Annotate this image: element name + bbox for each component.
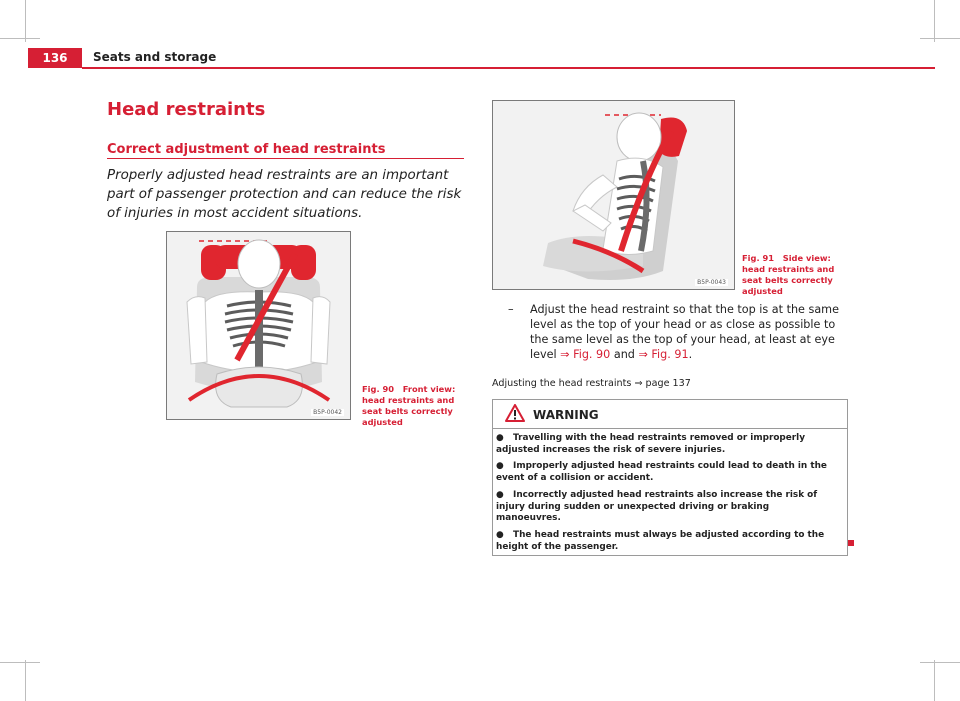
crop-mark xyxy=(920,38,960,39)
section-title: Seats and storage xyxy=(93,50,217,64)
warning-bullet: ● xyxy=(496,529,504,540)
warning-header xyxy=(493,400,847,429)
warning-body xyxy=(496,433,836,558)
header-rule xyxy=(82,67,935,69)
warning-triangle-icon xyxy=(505,404,525,422)
warning-item-text: The head restraints must always be adjusted according to the height of the passenger. xyxy=(496,529,825,552)
figure-caption-text: Front view: head restraints and seat belts correctly adjusted xyxy=(362,384,456,427)
figure-side-view xyxy=(492,100,735,290)
warning-item xyxy=(496,461,836,484)
warning-bullet: ● xyxy=(496,489,504,500)
subheading: Correct adjustment of head restraints xyxy=(107,142,386,157)
warning-box xyxy=(492,399,848,556)
warning-item-text: Travelling with the head restraints removed or improperly adjusted increases the risk of severe injuries. xyxy=(496,433,806,455)
front-view-illustration xyxy=(167,232,350,419)
warning-bullet: ● xyxy=(496,461,504,472)
subheading-rule xyxy=(107,158,464,159)
page-heading: Head restraints xyxy=(107,99,266,120)
figure-front-view xyxy=(166,231,351,420)
crop-mark xyxy=(25,660,26,701)
figure-90-link[interactable]: ⇒ Fig. 90 xyxy=(560,348,611,361)
step-and: and xyxy=(613,348,635,361)
figure-code: B5P-0043 xyxy=(697,279,726,286)
crop-mark xyxy=(0,662,40,663)
step-end: . xyxy=(688,348,693,361)
warning-title: WARNING xyxy=(533,408,599,422)
warning-item xyxy=(496,433,836,456)
warning-item xyxy=(496,490,836,525)
warning-item xyxy=(496,530,836,553)
side-view-illustration xyxy=(493,101,734,289)
step-bullet: – xyxy=(508,303,514,316)
warning-item-text: Improperly adjusted head restraints could lead to death in the event of a collision or accident. xyxy=(496,461,827,484)
page-number-box xyxy=(28,48,82,68)
figure-caption-text: Side view: head restraints and seat belts correctly adjusted xyxy=(742,253,835,296)
crop-mark xyxy=(0,38,40,39)
figure-caption xyxy=(362,384,466,428)
adjusting-reference-link[interactable]: Adjusting the head restraints ⇒ page 137 xyxy=(492,378,691,389)
figure-caption xyxy=(742,253,846,297)
instruction-step xyxy=(508,302,853,362)
figure-caption-label: Fig. 90 xyxy=(362,384,395,394)
warning-bullet: ● xyxy=(496,433,504,443)
section-end-mark xyxy=(848,540,854,546)
crop-mark xyxy=(934,660,935,701)
warning-item-text: Incorrectly adjusted head restraints also increase the risk of injury during sudden or unexpected driving or braking manoeuvres. xyxy=(496,489,818,524)
crop-mark xyxy=(25,0,26,42)
intro-paragraph: Properly adjusted head restraints are an important part of passenger protection and can reduce the risk of injuries in most accident situations. xyxy=(107,168,462,221)
crop-mark xyxy=(920,662,960,663)
figure-caption-label: Fig. 91 xyxy=(742,253,775,263)
crop-mark xyxy=(934,0,935,42)
step-text: Adjust the head restraint so that the top is at the same level as the top of your head or as close as possible to the same level as the top of your head, at least at eye level xyxy=(530,303,839,361)
page-number: 136 xyxy=(42,51,68,65)
figure-code: B5P-0042 xyxy=(313,409,342,416)
figure-91-link[interactable]: ⇒ Fig. 91 xyxy=(638,348,689,361)
